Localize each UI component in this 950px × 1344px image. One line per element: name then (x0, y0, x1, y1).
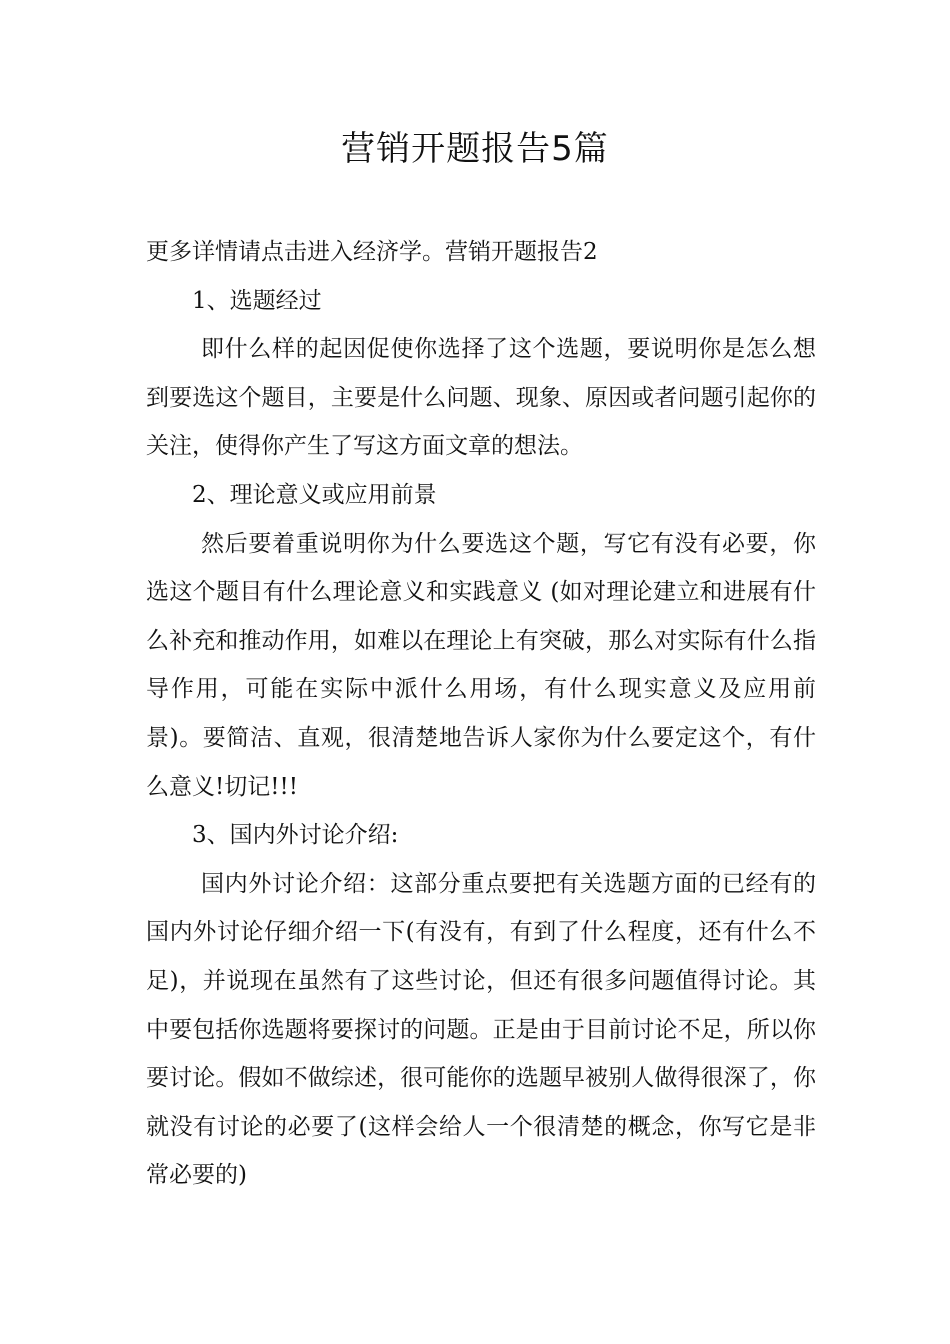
section-text-topic-process: 即什么样的起因促使你选择了这个选题，要说明你是怎么想到要选这个题目，主要是什么问题、现象、原因或者问题引起你的关注，使得你产生了写这方面文章的想法。 (146, 336, 816, 460)
section-text-literature-review: 国内外讨论介绍：这部分重点要把有关选题方面的已经有的国内外讨论仔细介绍一下(有没有，有到了什么程度，还有什么不足)，并说现在虽然有了这些讨论，但还有很多问题值得讨论。其中要包括你选题将要探讨的问题。正是由于目前讨论不足，所以你要讨论。假如不做综述，很可能你的选题早被别人做得很深了，你就没有讨论的必要了(这样会给人一个很清楚的概念，你写它是非常必要的) (146, 870, 816, 1189)
section-heading-significance: 2、理论意义或应用前景 (192, 481, 437, 508)
section-heading-topic-process: 1、选题经过 (192, 287, 322, 314)
section-text-significance: 然后要着重说明你为什么要选这个题，写它有没有必要，你选这个题目有什么理论意义和实践意义 (如对理论建立和进展有什么补充和推动作用，如难以在理论上有突破，那么对实际有什么指导作用，可能在实际中派什么用场，有什么现实意义及应用前景)。要简洁、直观，很清楚地告诉人家你为什么要定这个，有什么意义!切记!!! (146, 530, 816, 800)
intro-paragraph: 更多详情请点击进入经济学。营销开题报告2 (146, 239, 598, 265)
section-heading-literature-review: 3、国内外讨论介绍: (192, 822, 399, 849)
document-body (146, 228, 816, 1200)
page-title: 营销开题报告5篇 (341, 129, 609, 169)
